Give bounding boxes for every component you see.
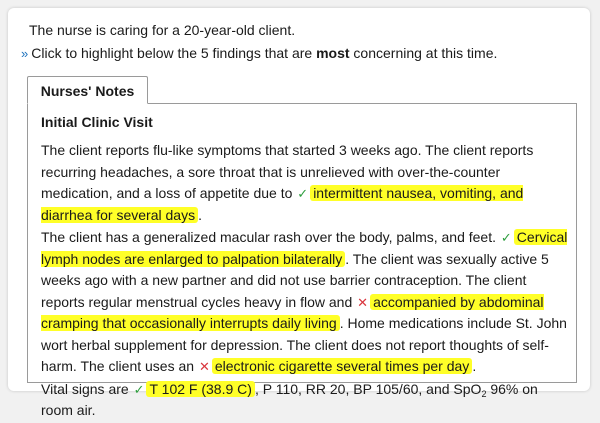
text-segment: . xyxy=(345,250,353,267)
nurses-notes-panel xyxy=(27,103,577,418)
paragraph-2 xyxy=(41,227,569,378)
highlighted-finding[interactable]: electronic cigarette several times per day xyxy=(212,358,472,374)
highlighted-finding[interactable]: T 102 F (38.9 C) xyxy=(146,381,254,397)
text-segment[interactable]: The client reports xyxy=(41,142,154,158)
text-segment[interactable]: The client reports regular menstrual cycles heavy in flow and xyxy=(41,272,527,310)
highlighted-finding[interactable]: Cervical lymph nodes are enlarged to palpation bilaterally xyxy=(41,229,568,267)
text-segment[interactable]: , P 110, RR 20, BP 105/60, and SpO xyxy=(254,380,482,397)
instruction-emphasis: most xyxy=(316,45,350,61)
text-segment: . xyxy=(472,358,477,374)
text-segment[interactable]: flu-like symptoms that started 3 weeks ago xyxy=(153,142,418,158)
text-segment[interactable]: The client was sexually active 5 weeks ago with a new partner and did not use barrier contraception. xyxy=(41,250,549,288)
x-icon: ✕ xyxy=(357,294,369,310)
check-icon: ✓ xyxy=(297,186,309,201)
highlighted-finding[interactable]: accompanied by abdominal cramping that occasionally interrupts daily living xyxy=(41,293,544,331)
x-icon: ✕ xyxy=(198,359,210,374)
text-segment: . xyxy=(417,142,426,158)
text-segment: . xyxy=(339,315,348,331)
text-segment: Vital signs are xyxy=(41,380,133,397)
check-icon: ✓ xyxy=(500,230,512,245)
question-card xyxy=(8,8,590,418)
instruction-text: Click to highlight below the 5 findings that are xyxy=(31,45,317,61)
tab-nurses-notes[interactable]: Nurses' Notes xyxy=(27,76,148,104)
double-chevron-right-icon: » xyxy=(21,46,29,61)
text-segment[interactable]: The client reports recurring headaches, a sore throat that is unrelieved with over-the-counter medication, and a loss of appetite due to xyxy=(41,142,534,201)
instruction xyxy=(21,44,497,63)
text-segment[interactable]: The client has a generalized macular rash over the body, palms, and feet. xyxy=(41,229,500,245)
question-stem: The nurse is caring for a 20-year-old client. xyxy=(29,22,296,38)
paragraph-1 xyxy=(41,140,569,226)
text-segment[interactable]: The client does not report thoughts of self-harm. xyxy=(41,336,549,374)
text-segment[interactable]: Home medications include St. John wort herbal supplement for depression. xyxy=(41,315,567,353)
subscript: 2 xyxy=(481,388,487,399)
highlighted-finding[interactable]: intermittent nausea, vomiting, and diarrhea for several days xyxy=(41,185,524,223)
text-segment[interactable]: The client uses an xyxy=(80,358,198,374)
check-icon: ✓ xyxy=(133,381,145,397)
instruction-text-end: concerning at this time. xyxy=(349,45,498,61)
text-segment: . xyxy=(198,206,202,223)
text-segment[interactable]: 96% on room air. xyxy=(41,380,538,418)
paragraph-3 xyxy=(41,379,569,422)
notes-title: Initial Clinic Visit xyxy=(41,114,153,130)
notes-body xyxy=(41,140,569,423)
